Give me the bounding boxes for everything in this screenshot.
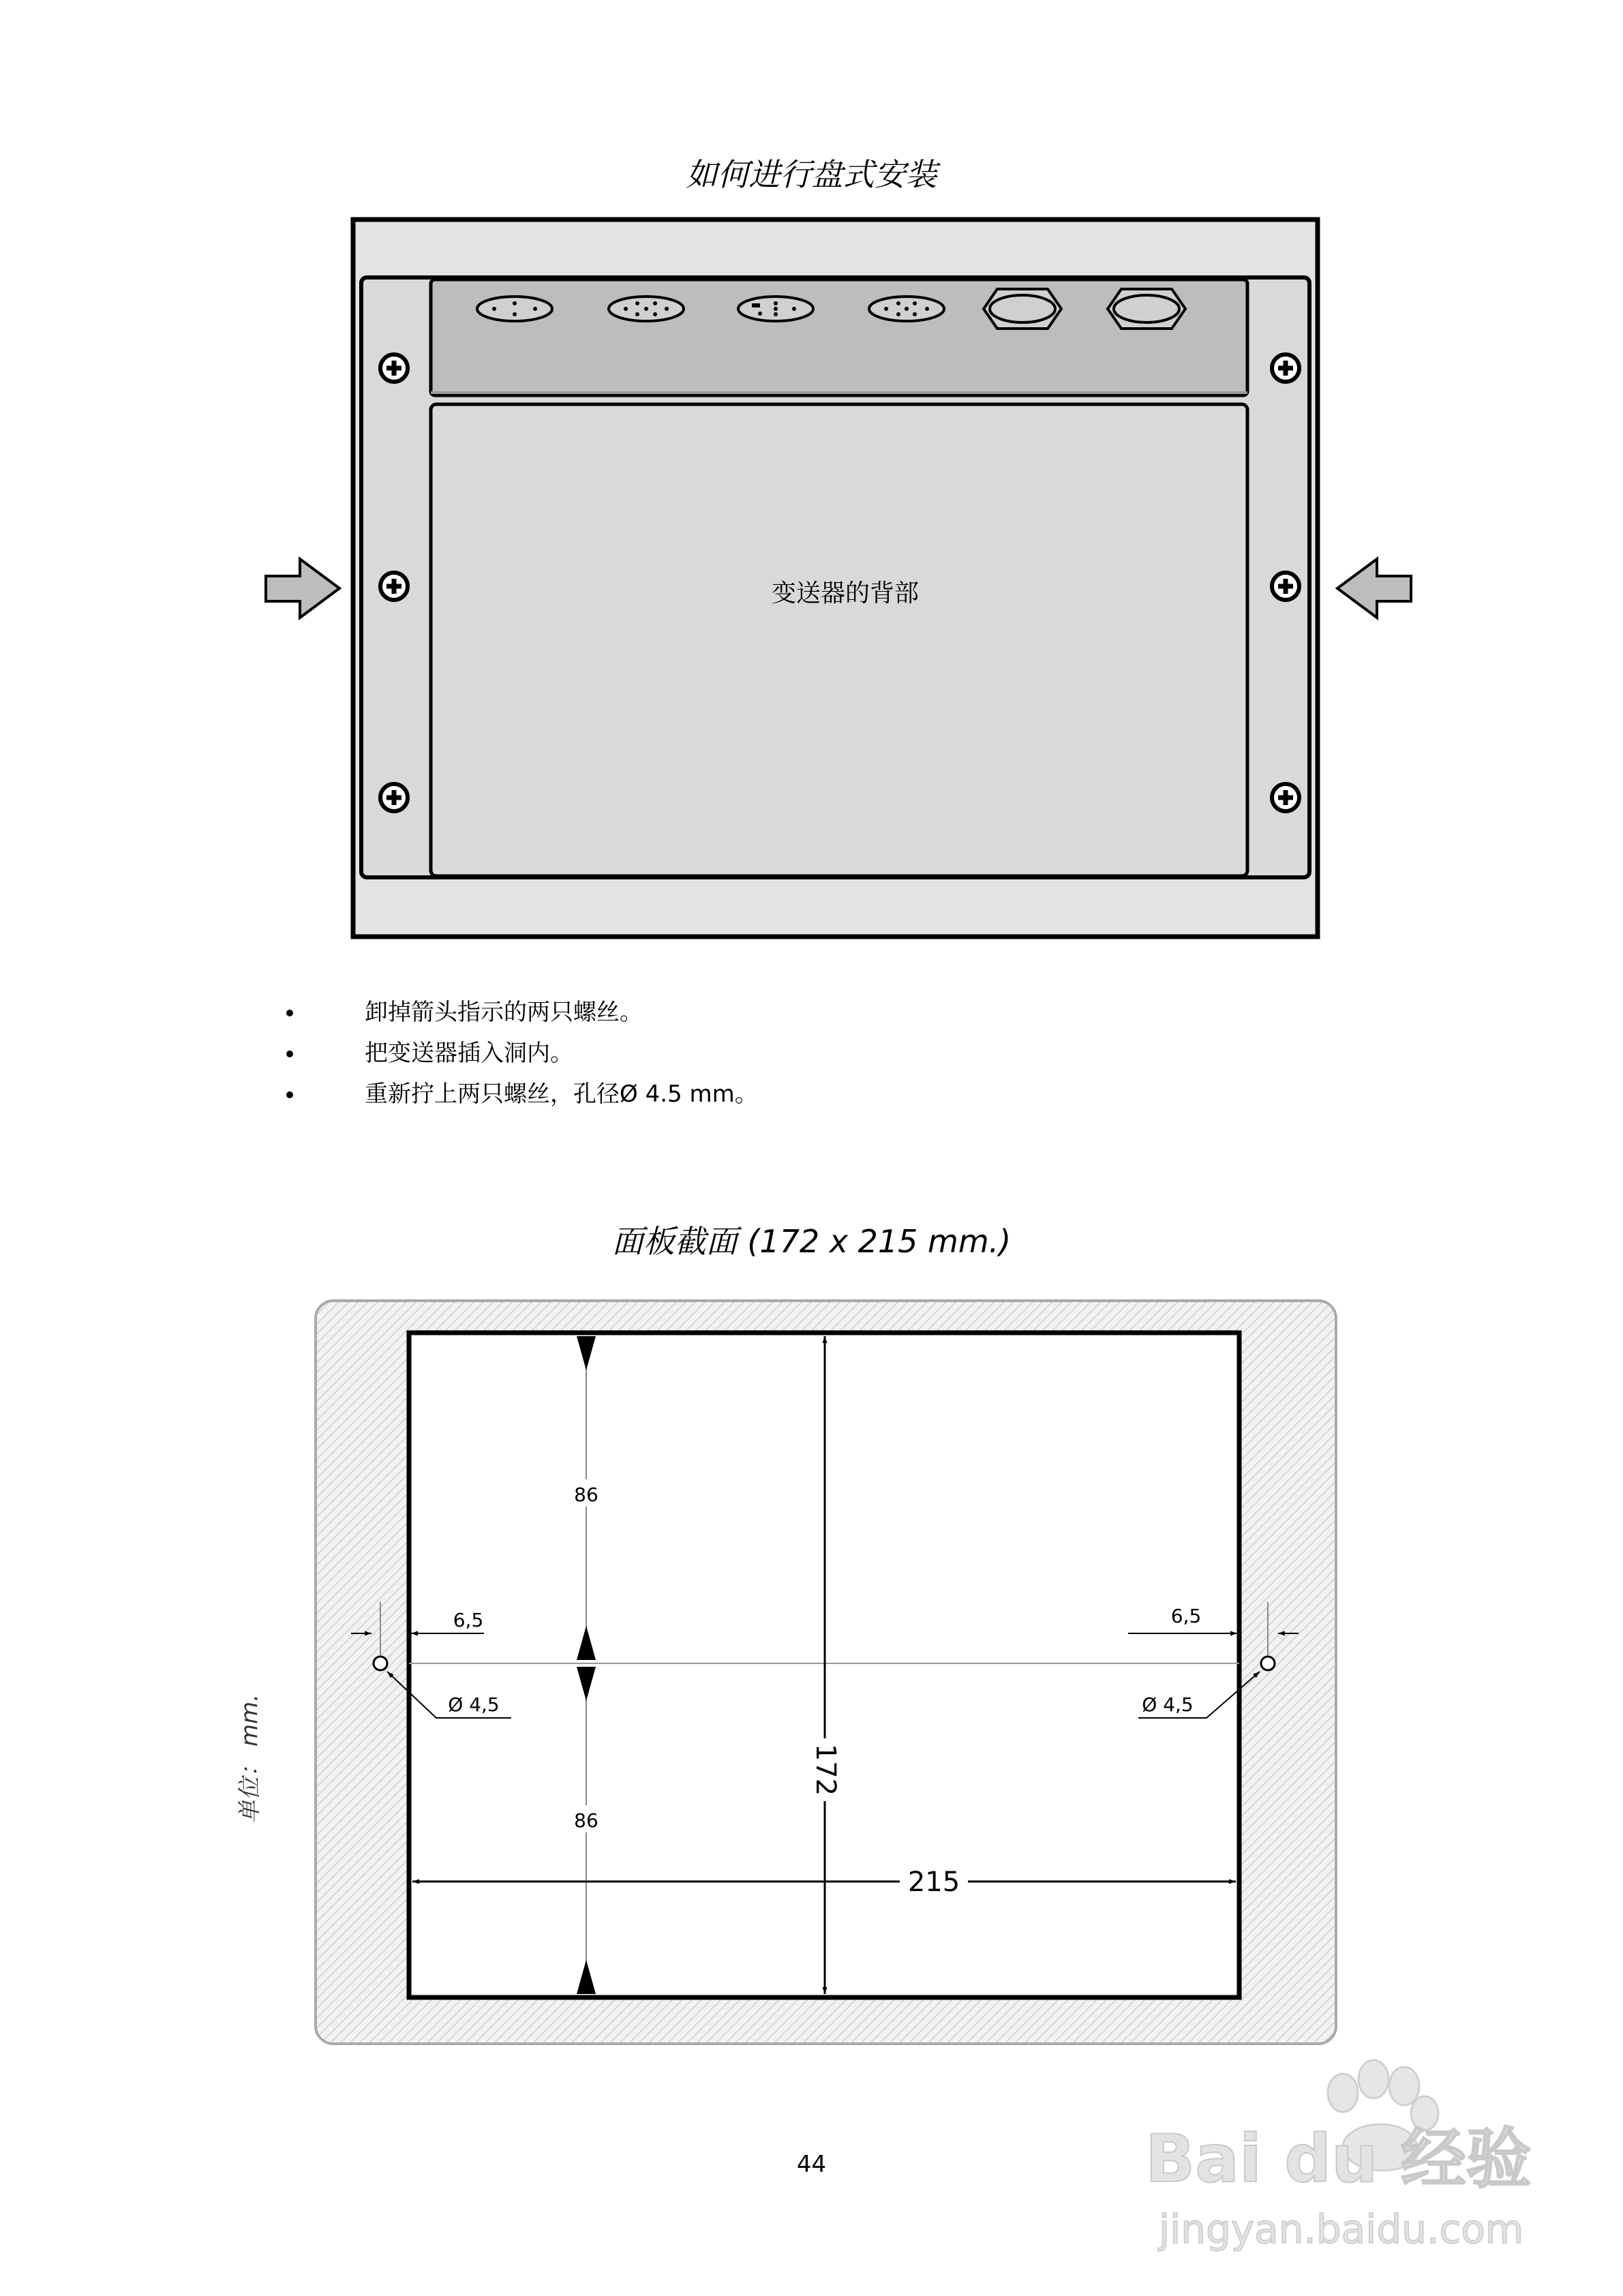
hole-icon [374,1657,387,1670]
instruction-item: 卸掉箭头指示的两只螺丝。 [286,992,758,1033]
instruction-list [286,992,758,1115]
connector-icon [609,297,684,321]
dim-upper-half: 86 [574,1483,598,1506]
figure1-title: 如何进行盘式安装 [686,156,937,193]
watermark-brand: Bai du 经验 [1145,2121,1532,2197]
screw-icon [380,573,408,600]
instruction-item: 把变送器插入洞内。 [286,1033,758,1074]
hole-icon [1261,1657,1275,1670]
instruction-item: 重新拧上两只螺丝，孔径Ø 4.5 mm。 [286,1074,758,1115]
panel-cutout-diagram [204,1282,1363,2059]
hole-left-label: Ø 4,5 [448,1693,500,1716]
panel-mount-diagram [252,205,1425,954]
dim-height: 172 [810,1743,841,1796]
page-number: 44 [796,2151,827,2178]
screw-icon [380,784,408,811]
watermark [1138,2045,1602,2263]
connector-icon [869,297,944,321]
connector-icon [477,297,552,321]
cable-gland-icon [984,289,1061,329]
connector-icon [738,297,813,321]
watermark-url: jingyan.baidu.com [1159,2206,1524,2252]
dim-lower-half: 86 [574,1809,598,1832]
cable-gland-icon [1108,289,1185,329]
hole-right-label: Ø 4,5 [1142,1693,1194,1716]
screw-icon [1272,354,1299,382]
arrow-left-icon [1337,559,1411,618]
transmitter-back-panel [431,404,1247,876]
unit-label: 单位： mm. [236,1694,264,1824]
dim-offset-left: 6,5 [453,1609,484,1631]
dim-width: 215 [907,1867,960,1898]
screw-icon [1272,784,1299,811]
dim-offset-right: 6,5 [1170,1605,1202,1627]
arrow-right-icon [266,559,339,618]
figure2-title: 面板截面 (172 x 215 mm.) [611,1223,1012,1260]
panel-label: 变送器的背部 [771,579,920,607]
screw-icon [1272,573,1299,600]
screw-icon [380,354,408,382]
